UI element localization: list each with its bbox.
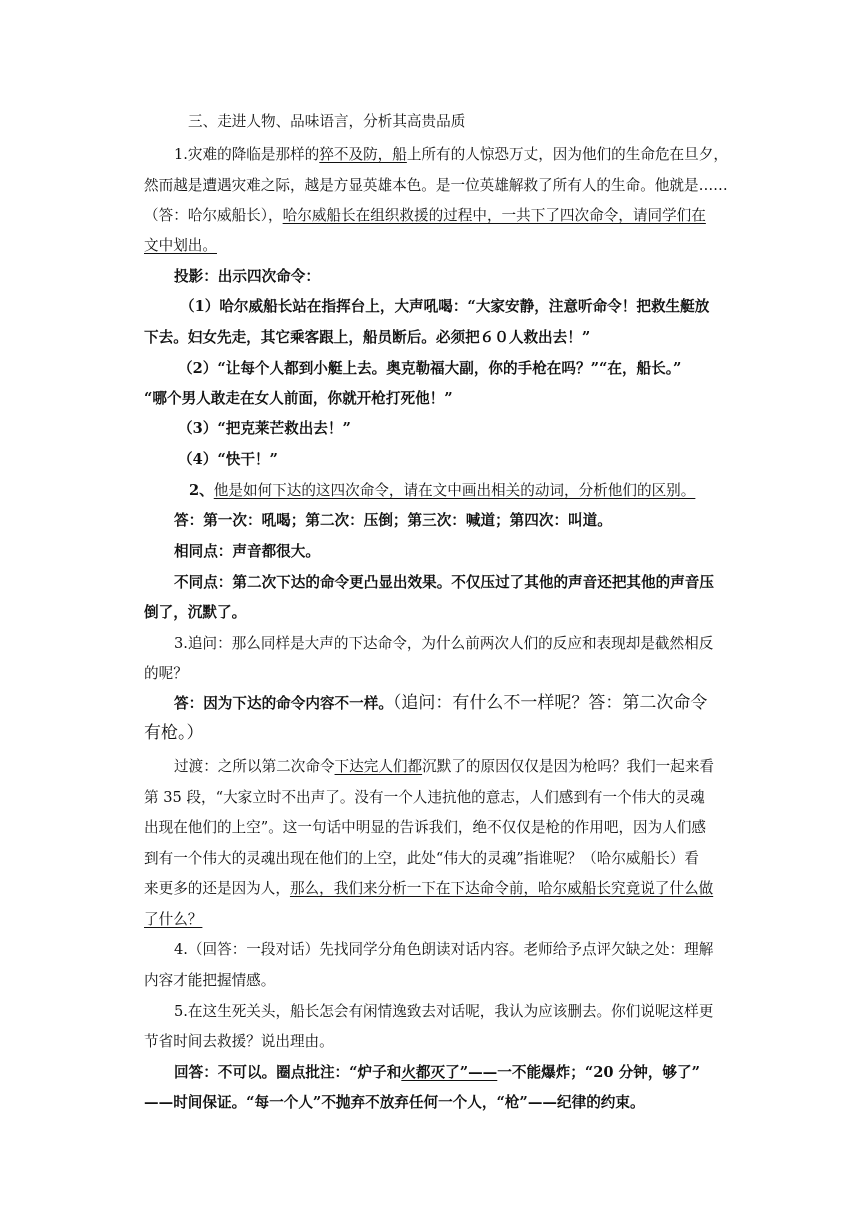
q5-line-1: 5.在这生死关头，船长怎会有闲情逸致去对话呢，我认为应该删去。你们说呢这样更 <box>174 1003 714 1020</box>
transition-underline: 下达完人们都 <box>334 758 423 775</box>
q1-underline: 哈尔威船长在组织救援的过程中，一共下了四次命令，请同学们在 <box>282 207 706 224</box>
transition-text: 沉默了的原因仅仅是因为枪吗？我们一起来看 <box>422 758 715 775</box>
q2-same: 相同点：声音都很大。 <box>174 543 320 560</box>
command-4: （4）“快干！” <box>178 451 278 468</box>
q2-diff-line-2: 倒了，沉默了。 <box>144 604 247 621</box>
q3-line-2: 的呢？ <box>144 665 188 682</box>
transition-line-1 <box>174 757 714 777</box>
q1-underline: 猝不及防，船 <box>319 146 407 163</box>
reply-line-2: ——时间保证。“每一个人”不抛弃不放弃任何一个人，“枪”——纪律的约束。 <box>144 1094 645 1111</box>
q2-number: 2、 <box>189 482 214 499</box>
command-1-line-1: （1）哈尔威船长站在指挥台上，大声吼喝：“大家安静，注意听命令！把救生艇放 <box>180 298 710 315</box>
q1-line-1 <box>174 145 728 165</box>
transition-line-3: 出现在他们的上空”。这一句话中明显的告诉我们，绝不仅仅是枪的作用吧，因为人们感 <box>144 819 707 836</box>
q2-underline: 他是如何下达的这四次命令，请在文中画出相关的动词，分析他们的区别。 <box>213 482 696 499</box>
transition-text: 过渡：之所以第二次命令 <box>174 758 335 775</box>
transition-text: 来更多的还是因为人， <box>144 880 290 897</box>
q1-text: （答：哈尔威船长）， <box>144 207 283 224</box>
reply-text: 一不能爆炸；“20 分钟，够了” <box>497 1064 700 1081</box>
q3-answer-line-1 <box>174 693 707 714</box>
transition-underline: 那么，我们来分析一下在下达命令前，哈尔威船长究竟说了什么做 <box>289 880 714 897</box>
q2-diff-line-1: 不同点：第二次下达的命令更凸显出效果。不仅压过了其他的声音还把其他的声音压 <box>174 574 714 591</box>
reply-text: 回答：不可以。圈点批注：“炉子和 <box>174 1064 402 1081</box>
transition-line-4: 到有一个伟大的灵魂出现在他们的上空，此处“伟大的灵魂”指谁呢？（哈尔威船长）看 <box>144 850 699 867</box>
q2-line <box>189 481 695 501</box>
command-2-line-1: （2）“让每个人都到小艇上去。奥克勒福大副，你的手枪在吗？”“在，船长。” <box>178 360 682 377</box>
q3-answer-line-2: 有枪。） <box>144 723 204 743</box>
q3-answer: 答：因为下达的命令内容不一样。 <box>174 695 393 712</box>
q3-line-1: 3.追问：那么同样是大声的下达命令，为什么前两次人们的反应和表现却是截然相反 <box>174 635 714 652</box>
projection-title: 投影：出示四次命令： <box>174 268 320 285</box>
command-2-line-2: “哪个男人敢走在女人前面，你就开枪打死他！” <box>144 390 453 407</box>
reply-underline: 火都灭了”—— <box>401 1064 498 1081</box>
q4-line-2: 内容才能把握情感。 <box>144 972 276 989</box>
q1-line-3 <box>144 206 706 226</box>
q2-answer: 答：第一次：吼喝；第二次：压倒；第三次：喊道；第四次：叫道。 <box>174 512 612 529</box>
q1-line-4: 文中划出。 <box>144 237 217 254</box>
transition-line-5 <box>144 879 713 899</box>
command-1-line-2: 下去。妇女先走，其它乘客跟上，船员断后。必须把６０人救出去！” <box>144 329 591 346</box>
q4-line-1: 4.（回答：一段对话）先找同学分角色朗读对话内容。老师给予点评欠缺之处：理解 <box>174 941 714 958</box>
section-heading: 三、走进人物、品味语言，分析其高贵品质 <box>188 113 466 130</box>
q1-text: 1.灾难的降临是那样的 <box>174 146 320 163</box>
reply-line-1 <box>174 1063 700 1083</box>
transition-line-6: 了什么？ <box>144 911 203 928</box>
command-3: （3）“把克莱芒救出去！” <box>178 420 351 437</box>
q1-line-2: 然而越是遭遇灾难之际，越是方显英雄本色。是一位英雄解救了所有人的生命。他就是…… <box>144 177 728 194</box>
q1-text: 上所有的人惊恐万丈，因为他们的生命危在旦夕， <box>406 146 728 163</box>
transition-line-2: 第 35 段，“大家立时不出声了。没有一个人违抗他的意志，人们感到有一个伟大的灵魂 <box>144 789 705 806</box>
q3-followup: （追问：有什么不一样呢？答：第二次命令 <box>392 693 708 713</box>
q5-line-2: 节省时间去救援？说出理由。 <box>144 1033 334 1050</box>
